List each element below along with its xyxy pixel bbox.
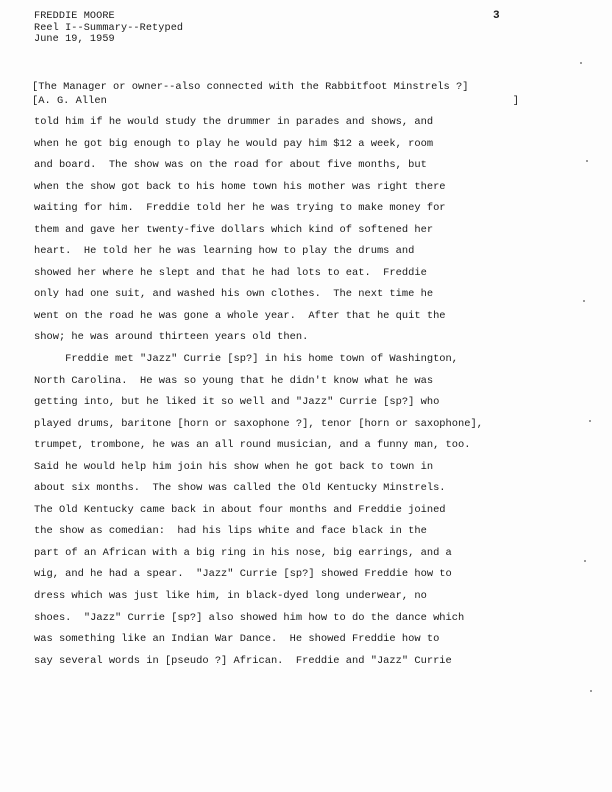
- header-name: FREDDIE MOORE: [34, 11, 115, 22]
- body-line: waiting for him. Freddie told her he was trying to make money for: [34, 202, 446, 215]
- body-line: when he got big enough to play he would pay him $12 a week, room: [34, 137, 434, 150]
- body-line: shoes. "Jazz" Currie [sp?] also showed him how to do the dance which: [34, 611, 465, 624]
- body-line: trumpet, trombone, he was an all round musician, and a funny man, too.: [34, 439, 471, 452]
- body-line: show; he was around thirteen years old then.: [34, 331, 309, 344]
- body-line: was something like an Indian War Dance. He showed Freddie how to: [34, 633, 440, 646]
- body-line: played drums, baritone [horn or saxophone ?], tenor [horn or saxophone],: [34, 417, 483, 430]
- body-line: wig, and he had a spear. "Jazz" Currie [sp?] showed Freddie how to: [34, 568, 452, 581]
- bracket-note-line-2: [32, 94, 522, 108]
- body-line: say several words in [pseudo ?] African. Freddie and "Jazz" Currie: [34, 654, 452, 667]
- body-line: went on the road he was gone a whole year. After that he quit the: [34, 309, 446, 322]
- body-line: heart. He told her he was learning how to play the drums and: [34, 245, 415, 258]
- body-line: getting into, but he liked it so well and "Jazz" Currie [sp?] who: [34, 396, 440, 409]
- body-text: [34, 112, 504, 672]
- body-line: told him if he would study the drummer in parades and shows, and: [34, 116, 434, 128]
- body-line: The Old Kentucky came back in about four months and Freddie joined: [34, 503, 446, 516]
- scan-speck: [584, 560, 586, 562]
- bracket-note: [32, 80, 522, 108]
- scan-speck: [583, 300, 585, 302]
- body-line: them and gave her twenty-five dollars which kind of softened her: [34, 223, 434, 236]
- header-date: June 19, 1959: [34, 34, 115, 45]
- body-line: only had one suit, and washed his own clothes. The next time he: [34, 288, 434, 301]
- page-number: 3: [493, 10, 500, 22]
- body-line: North Carolina. He was so young that he didn't know what he was: [34, 374, 434, 387]
- bracket-note-line-2-text: [A. G. Allen: [32, 95, 107, 107]
- bracket-note-close: ]: [512, 95, 519, 107]
- body-line: about six months. The show was called the Old Kentucky Minstrels.: [34, 482, 446, 495]
- body-line: showed her where he slept and that he had lots to eat. Freddie: [34, 266, 427, 279]
- body-line: and board. The show was on the road for about five months, but: [34, 159, 427, 172]
- body-line: when the show got back to his home town his mother was right there: [34, 180, 446, 193]
- body-line: the show as comedian: had his lips white and face black in the: [34, 525, 427, 538]
- document-header: [34, 11, 183, 46]
- bracket-note-line-1: [The Manager or owner--also connected with the Rabbitfoot Minstrels ?]: [32, 81, 469, 93]
- body-line: Said he would help him join his show when he got back to town in: [34, 460, 434, 473]
- scan-speck: [590, 690, 592, 692]
- body-line: dress which was just like him, in black-dyed long underwear, no: [34, 590, 427, 603]
- scan-speck: [586, 160, 588, 162]
- body-line: part of an African with a big ring in his nose, big earrings, and a: [34, 546, 452, 559]
- scan-speck: [589, 420, 591, 422]
- scan-speck: [580, 62, 582, 64]
- header-reel: Reel I--Summary--Retyped: [34, 22, 184, 34]
- body-line: Freddie met "Jazz" Currie [sp?] in his home town of Washington,: [34, 353, 459, 366]
